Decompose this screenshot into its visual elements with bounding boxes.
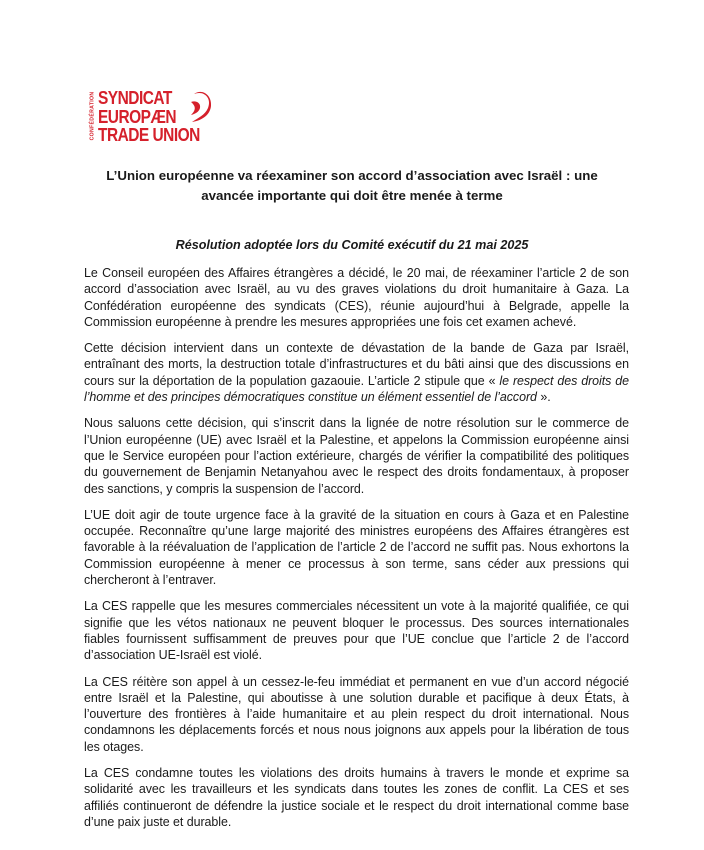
logo-line-3: TRADE UNION bbox=[98, 125, 200, 145]
paragraph-3: Nous saluons cette décision, qui s’inscrit dans la lignée de notre résolution sur le commerce de l’Union européenne (UE) avec Israël et la Palestine, et appelons la Commission européenne ainsi que le Service européen pour l’action extérieure, chargés de vérifier la compatibilité des politiques du gouvernement de Benjamin Netanyahou avec le respect des droits fondamentaux, à proposer des sanctions, y compris la suspension de l’accord. bbox=[84, 416, 629, 496]
paragraph-2-quote: le respect des droits de l’homme et des principes démocratiques constitue un élément essentiel de l’accord bbox=[84, 373, 630, 405]
title-line-1: L’Union européenne va réexaminer son accord d’association avec Israël : une bbox=[106, 168, 598, 183]
paragraph-1: Le Conseil européen des Affaires étrangères a décidé, le 20 mai, de réexaminer l’article 2 de son accord d’association avec Israël, au vu des graves violations du droit humanitaire à Gaza. La Confédération européenne des syndicats (CES), réunie aujourd’hui à Belgrade, appelle la Commission européenne à prendre les mesures appropriées une fois cet examen achevé. bbox=[84, 266, 629, 329]
logo-line-1: SYNDICAT bbox=[98, 88, 172, 108]
paragraph-5: La CES rappelle que les mesures commerciales nécessitent un vote à la majorité qualifiée, ce qui signifie que les vétos nationaux ne peuvent bloquer le processus. Des sources internationales fiables fournissent suffisamment de preuves pour que l’UE conclue que l’article 2 de l’accord d’association UE-Israël est violé. bbox=[84, 599, 629, 663]
paragraph-2-text: Cette décision intervient dans un contexte de dévastation de la bande de Gaza par Israël, entraînant des morts, la destruction totale d’infrastructures et du bâti ainsi que des discussions en cours sur la déportation de la population gazaouie. L’article 2 stipule que « bbox=[84, 341, 629, 388]
logo-line-2: EUROPÆN bbox=[98, 106, 177, 127]
paragraph-2-end: ». bbox=[540, 390, 551, 405]
logo-side-text: CONFÉDÉRATION bbox=[89, 91, 96, 141]
document-body bbox=[84, 265, 629, 840]
paragraph-6: La CES réitère son appel à un cessez-le-feu immédiat et permanent en vue d’un accord négocié entre Israël et la Palestine, qui aboutisse à une solution durable et pacifique à deux États, à l’ouverture des frontières à l’aide humanitaire et au plein respect du droit international. Nous condamnons les déplacements forcés et nous nous joignons aux appels pour la libération de tous les otages. bbox=[84, 674, 629, 754]
etuc-logo bbox=[88, 86, 213, 148]
paragraph-7: La CES condamne toutes les violations des droits humains à travers le monde et exprime sa solidarité avec les travailleurs et les syndicats dans toutes les zones de conflit. La CES et ses affiliés continueront de défendre la justice sociale et le respect du droit international comme base d’une paix juste et durable. bbox=[84, 766, 629, 829]
paragraph-4: L’UE doit agir de toute urgence face à la gravité de la situation en cours à Gaza et en Palestine occupée. Reconnaître qu’une large majorité des ministres européens des Affaires étrangères est favorable à la réévaluation de l’application de l’article 2 de l’accord ne suffit pas. Nous exhortons la Commission européenne à mener ce processus à son terme, sans céder aux pressions qui chercheront à l’entraver. bbox=[84, 507, 629, 588]
title-line-2: avancée importante qui doit être menée à terme bbox=[201, 188, 503, 203]
paragraph-2 bbox=[84, 340, 629, 405]
logo-swirl-icon bbox=[188, 88, 212, 128]
document-title bbox=[70, 166, 634, 206]
document-subtitle: Résolution adoptée lors du Comité exécutif du 21 mai 2025 bbox=[175, 238, 529, 252]
